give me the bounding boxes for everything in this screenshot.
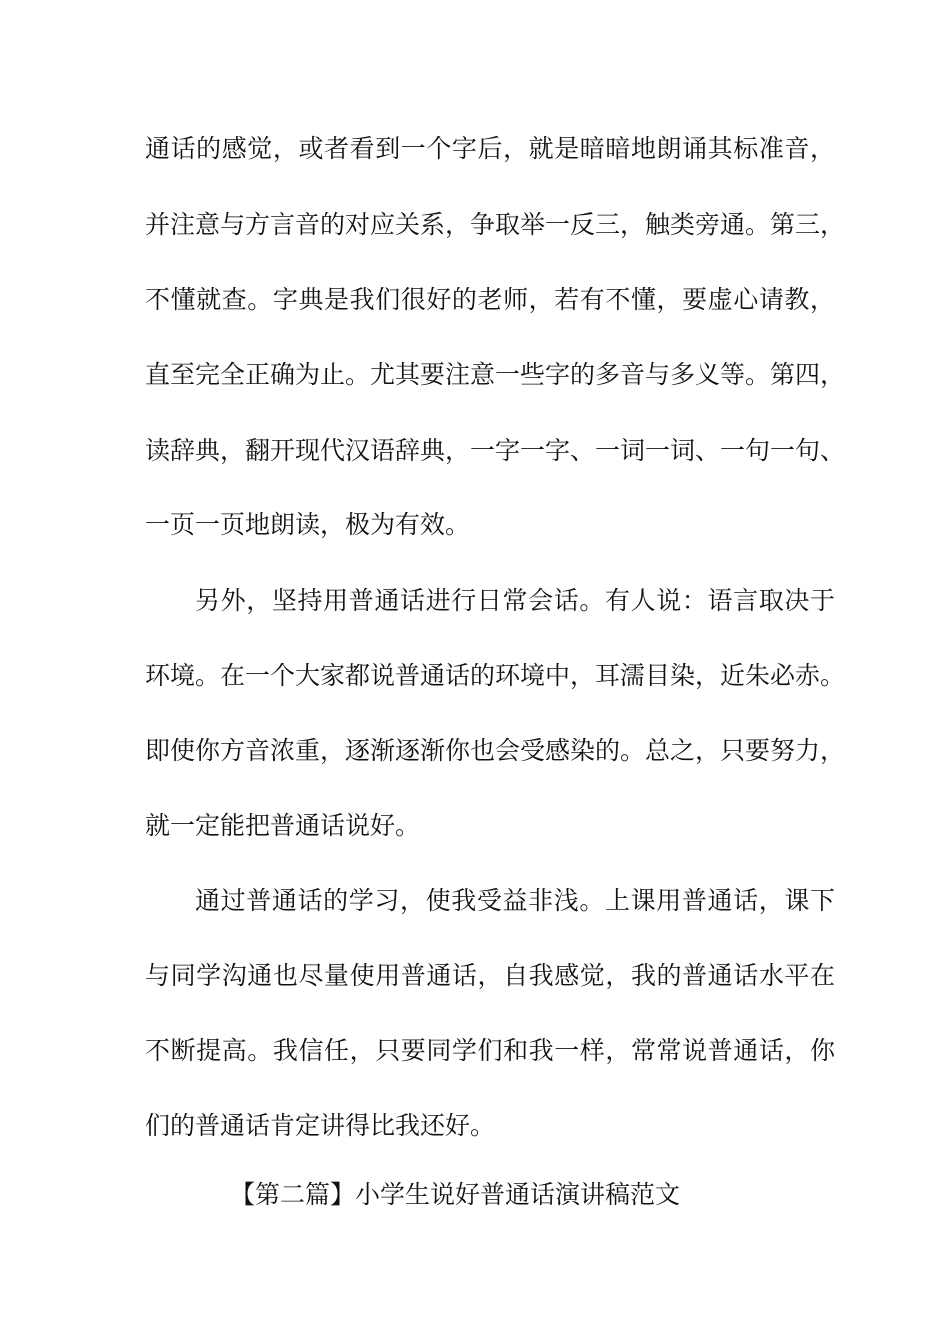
paragraph-line: 们的普通话肯定讲得比我还好。	[145, 1111, 496, 1140]
paragraph-line: 通话的感觉，或者看到一个字后，就是暗暗地朗诵其标准音，	[145, 134, 835, 163]
paragraph-line: 就一定能把普通话说好。	[145, 811, 421, 840]
section-heading	[0, 1180, 950, 1210]
paragraph-line: 直至完全正确为止。尤其要注意一些字的多音与多义等。第四，	[145, 360, 846, 389]
paragraph-line: 即使你方音浓重，逐渐逐渐你也会受感染的。总之，只要努力，	[145, 736, 846, 765]
paragraph-line: 不断提高。我信任，只要同学们和我一样，常常说普通话，你	[145, 1036, 835, 1065]
paragraph-line: 不懂就查。字典是我们很好的老师，若有不懂，要虚心请教，	[145, 285, 835, 314]
paragraph-line: 另外，坚持用普通话进行日常会话。有人说：语言取决于	[195, 586, 835, 615]
paragraph-line: 一页一页地朗读，极为有效。	[145, 510, 471, 539]
section-heading-text: 【第二篇】小学生说好普通话演讲稿范文	[229, 1180, 680, 1209]
paragraph-line: 通过普通话的学习，使我受益非浅。上课用普通话，课下	[195, 886, 835, 915]
paragraph-line: 与同学沟通也尽量使用普通话，自我感觉，我的普通话水平在	[145, 961, 835, 990]
paragraph-line: 环境。在一个大家都说普通话的环境中，耳濡目染，近朱必赤。	[145, 661, 846, 690]
paragraph-line: 并注意与方言音的对应关系，争取举一反三，触类旁通。第三，	[145, 210, 846, 239]
paragraph-line: 读辞典，翻开现代汉语辞典，一字一字、一词一词、一句一句、	[145, 436, 846, 465]
